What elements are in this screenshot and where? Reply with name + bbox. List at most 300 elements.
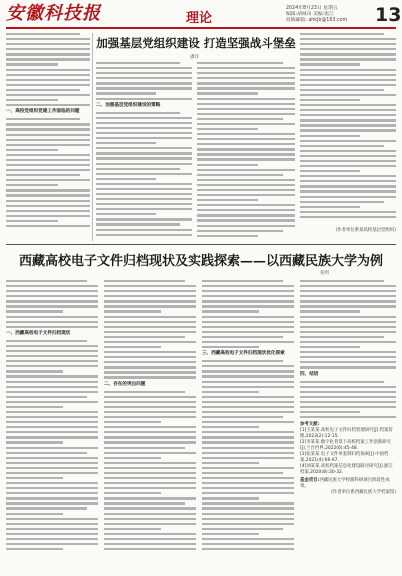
body-text-line (6, 48, 90, 50)
body-text-line (6, 441, 63, 443)
body-text-line (300, 321, 396, 323)
body-text-line (197, 153, 295, 155)
body-text-line (202, 548, 294, 550)
body-text-line (300, 361, 396, 363)
body-text-line (202, 436, 294, 438)
body-text-line (6, 548, 63, 550)
body-text-line (300, 351, 396, 353)
body-text-line (104, 305, 196, 307)
body-text-line (104, 523, 196, 525)
body-text-line (96, 127, 192, 129)
body-text-line (6, 43, 90, 45)
body-text-line (104, 280, 185, 282)
body-text-line (300, 381, 384, 383)
body-text-line (6, 139, 90, 141)
body-text-line (197, 123, 295, 125)
header-rule (6, 27, 396, 29)
body-text-line (202, 326, 294, 328)
body-text-line (96, 157, 192, 159)
body-text-line (202, 528, 283, 530)
body-text-line (6, 513, 63, 515)
body-text-line (300, 185, 396, 187)
reference-item: [2]李某某.数字化背景下高校档案工作创新研究[J].兰台世界,2022(6):45-48. (300, 440, 392, 452)
body-text-line (6, 79, 90, 81)
body-text-line (6, 462, 98, 464)
body-text-line (96, 168, 180, 170)
body-text-line (202, 482, 294, 484)
body-text-line (6, 184, 58, 186)
body-text-line (197, 82, 295, 84)
references-list (300, 428, 396, 476)
body-text-line (6, 290, 98, 292)
body-text-line (202, 331, 294, 333)
body-text-line (104, 548, 196, 550)
article2-col-2 (104, 280, 196, 570)
article2-col-1 (6, 280, 98, 570)
body-text-line (6, 326, 98, 328)
body-text-line (300, 310, 360, 312)
body-text-line (96, 223, 180, 225)
body-text-line (104, 518, 196, 520)
body-text-line (197, 199, 258, 201)
body-text-line (104, 436, 196, 438)
body-text-line (300, 366, 396, 368)
body-text-line (104, 351, 196, 353)
body-text-line (202, 365, 294, 367)
body-text-line (300, 43, 396, 45)
body-text-line (6, 134, 90, 136)
date-line: 2024年8月23日 星期五 (286, 6, 338, 11)
body-text-line (6, 174, 80, 176)
body-text-line (6, 179, 90, 181)
body-text-line (6, 225, 90, 227)
article1-col-3 (197, 62, 295, 241)
body-text-line (6, 280, 87, 282)
body-text-line (96, 77, 192, 79)
body-text-line (300, 401, 396, 403)
body-text-line (96, 163, 192, 165)
body-text-line (300, 63, 360, 65)
body-text-line (300, 94, 396, 96)
body-text-line (96, 173, 192, 175)
body-text-line (300, 69, 396, 71)
section-title: 理论 (186, 11, 213, 26)
body-text-line (104, 321, 196, 323)
body-text-line (96, 218, 192, 220)
body-text-line (104, 492, 161, 494)
body-text-line (96, 188, 192, 190)
body-text-line (197, 113, 295, 115)
funding-label: 基金项目: (300, 478, 320, 484)
body-text-line (104, 497, 196, 499)
article1-subhead-1: 一、高校党组织党建工作面临的问题 (6, 109, 80, 115)
body-text-line (6, 38, 90, 40)
body-text-line (300, 155, 396, 157)
body-text-line (202, 477, 294, 479)
body-text-line (6, 58, 90, 60)
body-text-line (6, 118, 80, 120)
body-text-line (300, 341, 396, 343)
body-text-line (300, 411, 360, 413)
body-text-line (202, 533, 259, 535)
body-text-line (300, 129, 396, 131)
article2-col-4 (300, 280, 396, 570)
body-text-line (96, 178, 156, 180)
body-text-line (202, 431, 294, 433)
body-text-line (6, 375, 98, 377)
body-text-line (6, 205, 90, 207)
body-text-line (6, 89, 80, 91)
body-text-line (202, 421, 294, 423)
body-text-line (300, 145, 384, 147)
body-text-line (197, 103, 295, 105)
body-text-line (104, 411, 196, 413)
references-title: 参考文献: (300, 422, 320, 428)
body-text-line (300, 165, 396, 167)
body-text-line (6, 396, 87, 398)
body-text-line (104, 336, 185, 338)
body-text-line (300, 58, 396, 60)
body-text-line (104, 472, 196, 474)
body-text-line (6, 300, 98, 302)
article1-col-2 (96, 62, 192, 241)
funding-text: 西藏民族大学校级科研项目阶段性成果。 (300, 478, 390, 490)
body-text-line (6, 406, 63, 408)
body-text-line (6, 436, 98, 438)
body-text-line (300, 356, 396, 358)
body-text-line (6, 74, 90, 76)
body-text-line (202, 341, 294, 343)
body-text-line (300, 175, 396, 177)
body-text-line (202, 346, 259, 348)
body-text-line (96, 92, 156, 94)
body-text-line (6, 518, 98, 520)
body-text-line (300, 346, 360, 348)
body-text-line (6, 452, 87, 454)
body-text-line (96, 234, 192, 236)
body-text-line (300, 331, 396, 333)
body-text-line (104, 396, 196, 398)
body-text-line (96, 193, 192, 195)
body-text-line (6, 391, 98, 393)
body-text-line (6, 528, 98, 530)
body-text-line (96, 198, 192, 200)
body-text-line (104, 477, 196, 479)
body-text-line (202, 290, 294, 292)
body-text-line (300, 160, 396, 162)
body-text-line (300, 300, 396, 302)
body-text-line (300, 295, 396, 297)
body-text-line (197, 174, 283, 176)
body-text-line (6, 502, 98, 504)
body-text-line (300, 285, 396, 287)
body-text-line (104, 361, 196, 363)
body-text-line (104, 416, 196, 418)
body-text-line (104, 371, 196, 373)
body-text-line (6, 189, 90, 191)
body-text-line (202, 462, 259, 464)
body-text-line (300, 190, 396, 192)
reference-item: [4]刘某某.高校档案信息化建设路径研究[J].浙江档案,2020(8):30-32. (300, 464, 393, 476)
body-text-line (6, 295, 98, 297)
body-text-line (104, 376, 196, 378)
body-text-line (96, 122, 192, 124)
body-text-line (197, 194, 295, 196)
body-text-line (202, 487, 294, 489)
body-text-line (6, 543, 98, 545)
body-text-line (6, 365, 98, 367)
body-text-line (202, 426, 259, 428)
body-text-line (197, 62, 283, 64)
body-text-line (202, 543, 294, 545)
body-text-line (6, 345, 98, 347)
body-text-line (300, 89, 384, 91)
body-text-line (202, 441, 294, 443)
article2-author-unit: (作者单位系西藏民族大学档案馆) (331, 490, 396, 496)
body-text-line (104, 502, 185, 504)
body-text-line (202, 507, 294, 509)
body-text-line (6, 507, 87, 509)
body-text-line (202, 391, 259, 393)
body-text-line (104, 538, 196, 540)
body-text-line (300, 124, 396, 126)
body-text-line (300, 416, 396, 418)
body-text-line (202, 285, 294, 287)
body-text-line (96, 82, 192, 84)
body-text-line (6, 63, 58, 65)
body-text-line (6, 220, 58, 222)
body-text-line (104, 426, 196, 428)
body-text-line (104, 452, 196, 454)
body-text-line (300, 53, 396, 55)
body-text-line (202, 280, 283, 282)
body-text-line (197, 158, 295, 160)
body-text-line (197, 164, 258, 166)
body-text-line (202, 518, 294, 520)
body-text-line (6, 99, 58, 101)
body-text-line (104, 300, 196, 302)
body-text-line (300, 386, 396, 388)
body-text-line (104, 467, 196, 469)
body-text-line (300, 326, 396, 328)
body-text-line (300, 104, 396, 106)
editor-line: 编辑:胡咏田 美编:张江 (286, 12, 334, 18)
body-text-line (202, 360, 283, 362)
body-text-line (197, 98, 295, 100)
body-text-line (104, 290, 196, 292)
body-text-line (6, 128, 90, 130)
body-text-line (300, 48, 396, 50)
body-text-line (300, 201, 384, 203)
body-text-line (6, 104, 90, 106)
body-text-line (300, 109, 396, 111)
body-text-line (6, 316, 98, 318)
body-text-line (6, 149, 58, 151)
body-text-line (96, 152, 192, 154)
body-text-line (6, 426, 98, 428)
body-text-line (6, 210, 90, 212)
body-text-line (6, 523, 98, 525)
body-text-line (202, 492, 294, 494)
body-text-line (197, 179, 295, 181)
body-text-line (197, 225, 295, 227)
body-text-line (197, 72, 295, 74)
body-text-line (202, 502, 294, 504)
body-text-line (202, 523, 294, 525)
article2-subhead-3: 三、西藏高校电子文件归档现状优化探索 (202, 351, 285, 357)
body-text-line (104, 295, 196, 297)
body-text-line (300, 119, 396, 121)
body-text-line (202, 381, 294, 383)
body-text-line (197, 219, 295, 221)
body-text-line (300, 180, 396, 182)
header-info (286, 6, 347, 25)
article1-footer-note: (作者单位系某高校基层党组织) (335, 228, 396, 233)
body-text-line (197, 133, 295, 135)
body-text-line (300, 114, 396, 116)
body-text-line (104, 462, 196, 464)
body-text-line (104, 326, 196, 328)
body-text-line (96, 132, 192, 134)
body-text-line (6, 381, 98, 383)
body-text-line (6, 467, 98, 469)
body-text-line (104, 482, 196, 484)
body-text-line (202, 538, 294, 540)
reference-item: [1]王某某.高校电子文件归档管理研究[J].档案管理,2023(2):12-15. (300, 428, 393, 440)
body-text-line (197, 108, 295, 110)
article-separator (6, 244, 396, 245)
body-text-line (6, 159, 90, 161)
body-text-line (197, 128, 258, 130)
body-text-line (104, 346, 161, 348)
body-text-line (197, 214, 295, 216)
body-text-line (96, 112, 180, 114)
body-text-line (104, 316, 196, 318)
body-text-line (6, 431, 98, 433)
page-number: 13 (375, 4, 402, 26)
article1-col-1 (6, 33, 90, 241)
body-text-line (96, 62, 180, 64)
body-text-line (202, 472, 283, 474)
body-text-line (197, 118, 283, 120)
article1-headline: 加强基层党组织建设 打造坚强战斗堡垒 (96, 36, 296, 50)
body-text-line (202, 321, 294, 323)
body-text-line (96, 67, 192, 69)
body-text-line (6, 215, 90, 217)
body-text-line (6, 154, 90, 156)
body-text-line (197, 148, 295, 150)
body-text-line (300, 196, 396, 198)
body-text-line (6, 533, 98, 535)
body-text-line (96, 87, 192, 89)
body-text-line (202, 467, 294, 469)
body-text-line (6, 487, 98, 489)
article1-subhead-2: 二、加强基层党组织建设的策略 (96, 102, 161, 108)
body-text-line (96, 72, 192, 74)
funding-note (300, 478, 396, 490)
body-text-line (104, 487, 196, 489)
body-text-line (300, 140, 396, 142)
body-text-line (104, 341, 196, 343)
body-text-line (104, 421, 161, 423)
article1-col-4 (300, 33, 396, 223)
body-text-line (104, 391, 185, 393)
reference-item: [3]张某某.电子文件单套制归档探索[J].中国档案,2021(4):66-67. (300, 452, 389, 464)
body-text-line (104, 431, 196, 433)
body-text-line (96, 229, 192, 231)
article2-subhead-1: 一、西藏高校电子文件归档现状 (6, 330, 71, 336)
body-text-line (6, 457, 98, 459)
body-text-line (197, 143, 295, 145)
body-text-line (96, 137, 192, 139)
body-text-line (300, 305, 396, 307)
body-text-line (202, 416, 283, 418)
body-text-line (96, 142, 156, 144)
body-text-line (202, 396, 294, 398)
body-text-line (104, 447, 185, 449)
body-text-line (6, 497, 98, 499)
body-text-line (6, 386, 98, 388)
article2-headline: 西藏高校电子文件归档现状及实践探索——以西藏民族大学为例 (18, 254, 383, 269)
body-text-line (104, 285, 196, 287)
body-text-line (96, 98, 192, 100)
body-text-line (202, 411, 294, 413)
article2-subhead-4: 四、结语 (300, 371, 319, 377)
body-text-line (96, 147, 192, 149)
body-text-line (6, 370, 63, 372)
body-text-line (6, 350, 98, 352)
body-text-line (6, 321, 98, 323)
body-text-line (6, 53, 90, 55)
body-text-line (197, 235, 258, 237)
body-text-line (300, 74, 396, 76)
body-text-line (197, 77, 295, 79)
body-text-line (6, 411, 98, 413)
body-text-line (6, 305, 98, 307)
body-text-line (202, 457, 294, 459)
body-text-line (96, 117, 192, 119)
body-text-line (96, 183, 192, 185)
body-text-line (197, 230, 283, 232)
body-text-line (197, 184, 295, 186)
body-text-line (104, 356, 196, 358)
body-text-line (6, 194, 90, 196)
body-text-line (202, 375, 294, 377)
body-text-line (197, 138, 295, 140)
body-text-line (104, 533, 196, 535)
body-text-line (197, 87, 295, 89)
body-text-line (202, 310, 259, 312)
body-text-line (202, 497, 259, 499)
body-text-line (300, 391, 396, 393)
body-text-line (6, 538, 98, 540)
body-text-line (202, 295, 294, 297)
body-text-line (104, 513, 196, 515)
body-text-line (6, 310, 63, 312)
article1-byline: 潘洋 (190, 55, 199, 60)
body-text-line (6, 84, 90, 86)
body-text-line (197, 189, 295, 191)
body-text-line (6, 169, 90, 171)
body-text-line (6, 482, 98, 484)
body-text-line (6, 492, 98, 494)
body-text-line (6, 472, 98, 474)
body-text-line (104, 406, 196, 408)
body-text-line (202, 386, 294, 388)
body-text-line (202, 401, 294, 403)
body-text-line (300, 216, 396, 218)
body-text-line (6, 144, 90, 146)
